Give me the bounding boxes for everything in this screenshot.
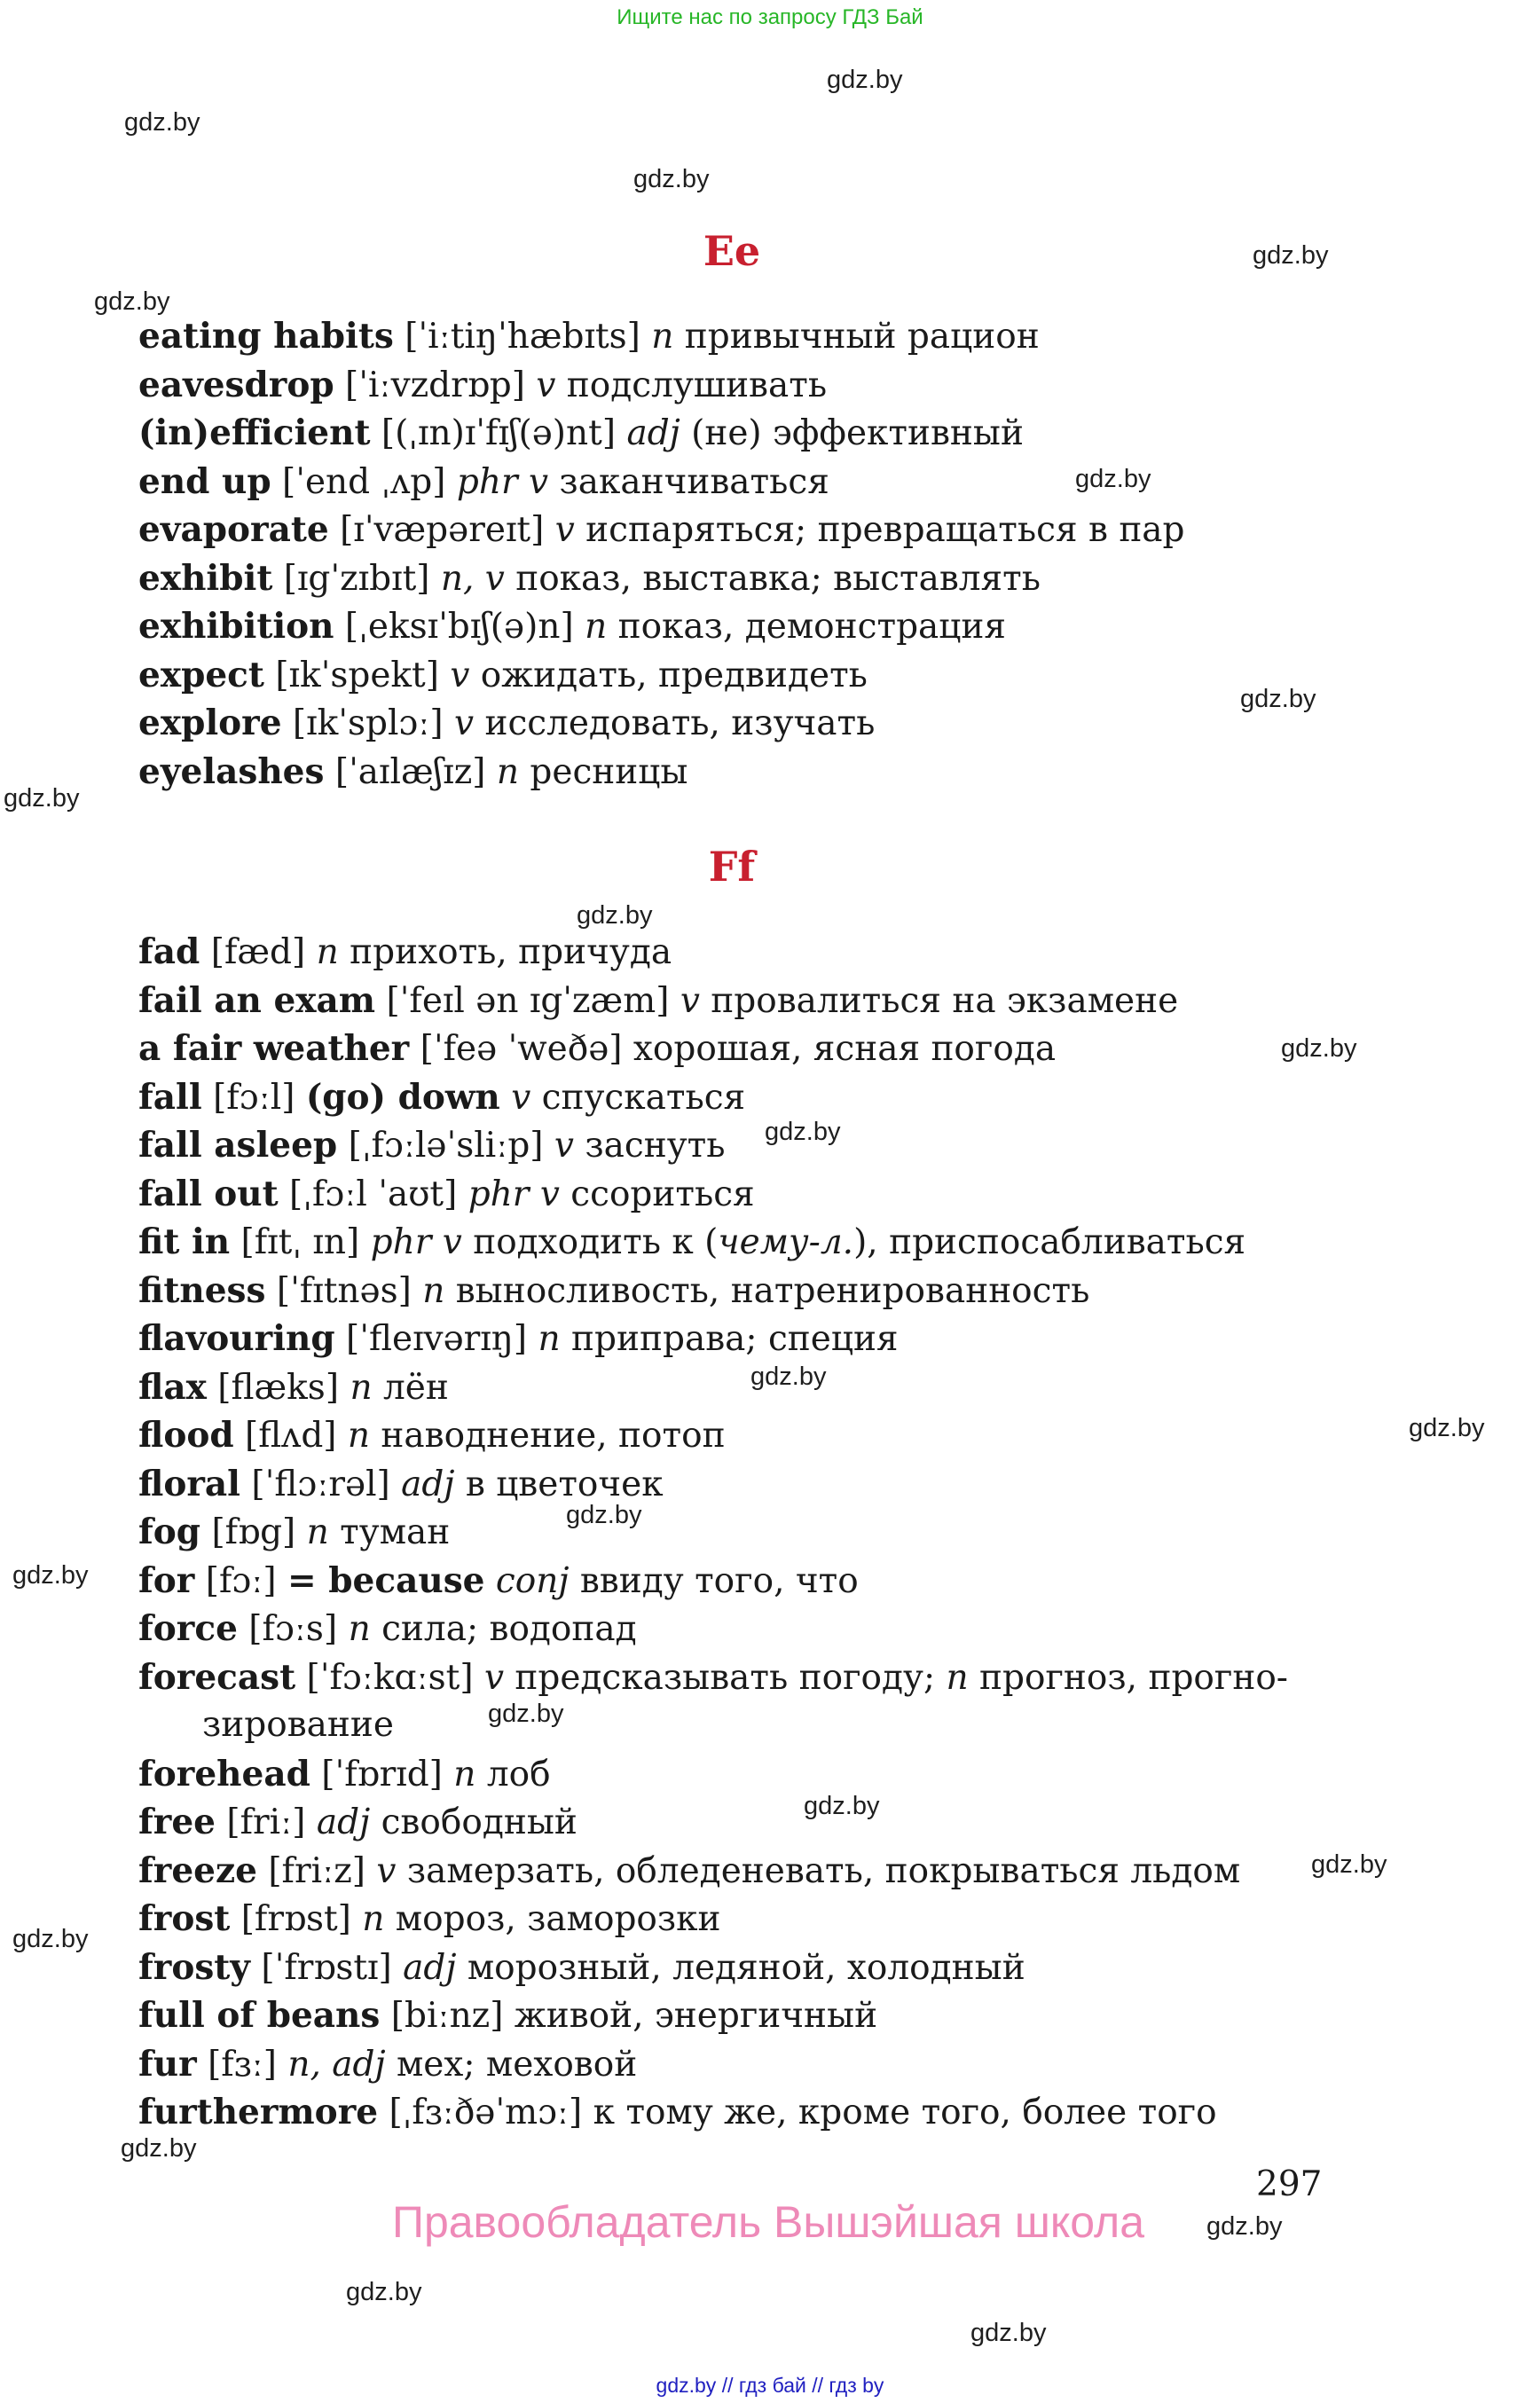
part-of-speech: n, adj [287,2044,386,2085]
headword: end up [138,460,271,502]
entry [138,748,1185,797]
headword: for [138,1559,195,1601]
transcription: [ˈfɔːkɑːst] [295,1657,484,1698]
translation: подслушивать [555,365,828,405]
usage-note: чему-л. [718,1222,854,1262]
transcription: [fɔːl] [201,1077,306,1118]
transcription: [frɒst] [230,1899,363,1939]
translation: ресницы [519,751,688,792]
translation: свободный [370,1802,578,1842]
part-of-speech: phr v [468,1174,560,1214]
headword-alt: = because [287,1559,485,1601]
part-of-speech: v [454,703,475,743]
part-of-speech: n [946,1657,969,1698]
part-of-speech: n [651,317,674,357]
watermark: gdz.by [1409,1414,1485,1442]
headword: eyelashes [138,750,325,792]
entries-list-f [138,928,1288,2137]
headword: furthermore [138,2092,379,2132]
translation: подходить к ( [461,1222,719,1262]
watermark: gdz.by [566,1501,642,1529]
headword: exhibition [138,606,334,647]
entry [138,1605,1288,1653]
transcription: [fɔːs] [237,1609,349,1649]
part-of-speech: n [362,1899,385,1939]
headword: fad [138,931,200,972]
entry [138,1847,1288,1896]
translation: хорошая, ясная погода [632,1029,1057,1069]
watermark: gdz.by [970,2319,1047,2347]
top-banner[interactable]: Ищите нас по запросу ГДЗ Бай [617,5,923,29]
translation: заснуть [573,1126,726,1166]
headword: floral [138,1463,241,1504]
part-of-speech: v [554,1126,574,1166]
part-of-speech: adj [401,1464,455,1504]
transcription: [ˈaɪlæʃɪz] [324,751,497,792]
part-of-speech: n [585,607,608,647]
headword: fall [138,1076,202,1118]
part-of-speech: v [536,365,556,405]
entry [138,1267,1288,1315]
part-of-speech: n [453,1754,476,1794]
entry [138,1363,1288,1412]
translation: привычный рацион [673,317,1040,357]
watermark: gdz.by [577,901,653,930]
headword: eating habits [138,316,394,357]
part-of-speech: v [511,1077,531,1118]
transcription: [ɪˈvæpəreɪt] [328,510,555,550]
transcription: [ˈfeə ˈweðə] [409,1029,633,1069]
translation: показ, выставка; выставлять [504,558,1041,599]
entries-list-e [138,312,1185,796]
translation-cont: прогноз, прогно- [968,1657,1288,1698]
transcription: [(ˌɪn)ɪˈfɪʃ(ə)nt] [370,413,627,453]
transcription: [flæks] [206,1367,350,1408]
translation: мех; меховой [385,2044,638,2085]
entry [138,1025,1288,1073]
transcription: [ˈfrɒstɪ] [249,1947,404,1988]
watermark: gdz.by [750,1362,827,1391]
transcription: [ˌfɜːðəˈmɔː] [378,2093,593,2132]
entry [138,2040,1288,2089]
entry [138,651,1185,700]
headword: evaporate [138,509,329,550]
headword: fail an exam [138,979,376,1021]
part-of-speech: n [422,1270,445,1311]
part-of-speech: n [348,1609,371,1649]
transcription: [fæd] [200,932,317,972]
entry [138,1315,1288,1363]
headword: a fair weather [138,1028,410,1069]
part-of-speech: n [347,1416,371,1456]
translation: сила; водопад [370,1609,637,1649]
watermark: gdz.by [1206,2212,1283,2241]
entry [138,1073,1288,1122]
headword: fog [138,1512,201,1552]
entry [138,928,1288,977]
translation: лоб [475,1754,551,1794]
headword: expect [138,654,264,695]
part-of-speech: v [450,655,470,695]
transcription: [ˌeksɪˈbɪʃ(ə)n] [334,607,585,647]
transcription: [ˈiːtiŋˈhæbɪts] [393,317,652,357]
watermark: gdz.by [488,1700,564,1728]
entry [138,602,1185,651]
translation-cont: ), приспосабливаться [853,1222,1246,1262]
headword: flax [138,1366,207,1408]
translation: лён [372,1367,449,1408]
entry [138,1991,1288,2040]
translation: туман [328,1512,451,1552]
translation: замерзать, обледеневать, покрываться льдом [396,1850,1241,1891]
transcription: [ɪgˈzɪbɪt] [272,558,441,599]
translation: (не) эффективный [680,413,1024,453]
entry [138,1411,1288,1460]
entry [138,312,1185,361]
watermark: gdz.by [804,1792,880,1820]
footer-links[interactable]: gdz.by // гдз бай // гдз by [656,2374,884,2397]
translation: ожидать, предвидеть [469,655,868,695]
transcription: [ˈfleɪvərɪŋ] [334,1319,538,1359]
transcription: [fɪtˌ ɪn] [230,1222,371,1262]
watermark: gdz.by [12,1561,89,1590]
watermark: gdz.by [827,66,903,94]
headword: exhibit [138,557,273,599]
watermark: gdz.by [4,784,80,813]
watermark: gdz.by [1253,241,1329,270]
part-of-speech: conj [495,1560,570,1601]
part-of-speech: n [316,932,339,972]
part-of-speech: v [376,1850,397,1891]
part-of-speech: v [680,980,700,1021]
translation: ссориться [559,1174,755,1214]
headword: full of beans [138,1995,381,2036]
section-heading-f: Ff [708,843,756,891]
translation: наводнение, потоп [370,1416,726,1456]
transcription: [ˈfɒrɪd] [310,1754,454,1794]
translation: в цветочек [454,1464,664,1504]
transcription: [ˌfɔːl ˈaʊt] [278,1174,468,1214]
translation: морозный, ледяной, холодный [456,1947,1025,1988]
watermark: gdz.by [1075,465,1151,493]
translation: к тому же, кроме того, более того [593,2093,1217,2132]
part-of-speech: adj [403,1947,457,1988]
headword: (in)efficient [138,412,371,453]
part-of-speech: phr v [370,1222,462,1262]
watermark: gdz.by [121,2134,197,2163]
translation: исследовать, изучать [474,703,876,743]
part-of-speech: adj [316,1802,371,1842]
headword: flavouring [138,1318,335,1359]
transcription: [ˈflɔːrəl] [240,1464,402,1504]
headword: forehead [138,1753,310,1794]
watermark: gdz.by [1240,685,1316,713]
headword: force [138,1608,238,1649]
entry [138,554,1185,603]
translation: показ, демонстрация [607,607,1006,647]
entry [138,458,1185,507]
headword: freeze [138,1849,257,1891]
entry [138,409,1185,458]
headword: explore [138,703,282,743]
translation: спускаться [530,1077,746,1118]
entry [138,2088,1288,2137]
transcription: [biːnz] [380,1996,515,2036]
entry [138,1508,1288,1557]
transcription: [flʌd] [233,1416,348,1456]
translation: мороз, заморозки [384,1899,721,1939]
headword-alt: (go) down [305,1076,500,1118]
entry [138,1557,1288,1606]
entry-continuation [138,1701,1288,1750]
translation: прихоть, причуда [338,932,672,972]
part-of-speech: n [496,751,520,792]
headword: frost [138,1898,231,1939]
part-of-speech: n [350,1367,373,1408]
transcription: [fɒg] [200,1512,307,1552]
transcription: [ˈfeɪl ən ɪgˈzæm] [375,980,680,1021]
translation: зирование [202,1705,394,1745]
part-of-speech: n, v [440,558,505,599]
part-of-speech: adj [626,413,680,453]
page-number: 297 [1256,2164,1323,2204]
translation: испаряться; превращаться в пар [574,510,1185,550]
watermark: gdz.by [124,108,200,137]
entry [138,1121,1288,1170]
headword: free [138,1802,216,1842]
transcription: [friː] [215,1802,317,1842]
translation: заканчиваться [548,461,829,502]
entry [138,1750,1288,1799]
entry [138,1895,1288,1944]
headword: fur [138,2043,197,2085]
part-of-speech: phr v [456,461,549,502]
transcription: [ɪkˈsplɔː] [281,703,455,743]
headword: fitness [138,1269,266,1311]
transcription: [ˌfɔːləˈsliːp] [337,1126,554,1166]
transcription: [friːz] [256,1850,377,1891]
headword: fall asleep [138,1125,338,1166]
part-of-speech: n [306,1512,329,1552]
transcription: [ˈiːvzdrɒp] [334,365,537,405]
translation: выносливость, натренированность [444,1270,1090,1311]
headword: frosty [138,1946,250,1988]
headword: fit in [138,1221,231,1262]
entry [138,1460,1288,1509]
translation: живой, энергичный [514,1996,878,2036]
entry [138,506,1185,554]
part-of-speech: v [554,510,575,550]
watermark: gdz.by [1281,1034,1357,1063]
entry [138,699,1185,748]
entry [138,1944,1288,1992]
part-of-speech: v [483,1657,504,1698]
part-of-speech: n [538,1319,561,1359]
entry [138,1798,1288,1847]
watermark: gdz.by [94,287,170,316]
headword: eavesdrop [138,364,334,405]
section-heading-e: Ee [703,227,761,275]
headword: flood [138,1415,234,1456]
entry [138,977,1288,1025]
translation: приправа; специя [560,1319,899,1359]
watermark: gdz.by [12,1925,89,1953]
translation: ввиду того, что [569,1560,859,1601]
transcription: [fɜː] [196,2044,288,2085]
transcription: [ˈend ˌʌp] [271,461,457,502]
entry [138,1218,1288,1267]
translation: предсказывать погоду; [503,1657,947,1698]
entry [138,361,1185,410]
headword: fall out [138,1173,279,1214]
rights-holder: Правообладатель Вышэйшая школа [392,2197,1144,2247]
transcription: [ˈfɪtnəs] [265,1270,423,1311]
entry [138,1653,1288,1702]
watermark: gdz.by [1311,1850,1387,1879]
watermark: gdz.by [346,2278,422,2306]
transcription: [fɔː] [194,1560,287,1601]
watermark: gdz.by [765,1118,841,1146]
headword: forecast [138,1656,296,1698]
translation: провалиться на экзамене [699,980,1179,1021]
transcription: [ɪkˈspekt] [263,655,451,695]
entry [138,1170,1288,1219]
watermark: gdz.by [633,165,710,193]
